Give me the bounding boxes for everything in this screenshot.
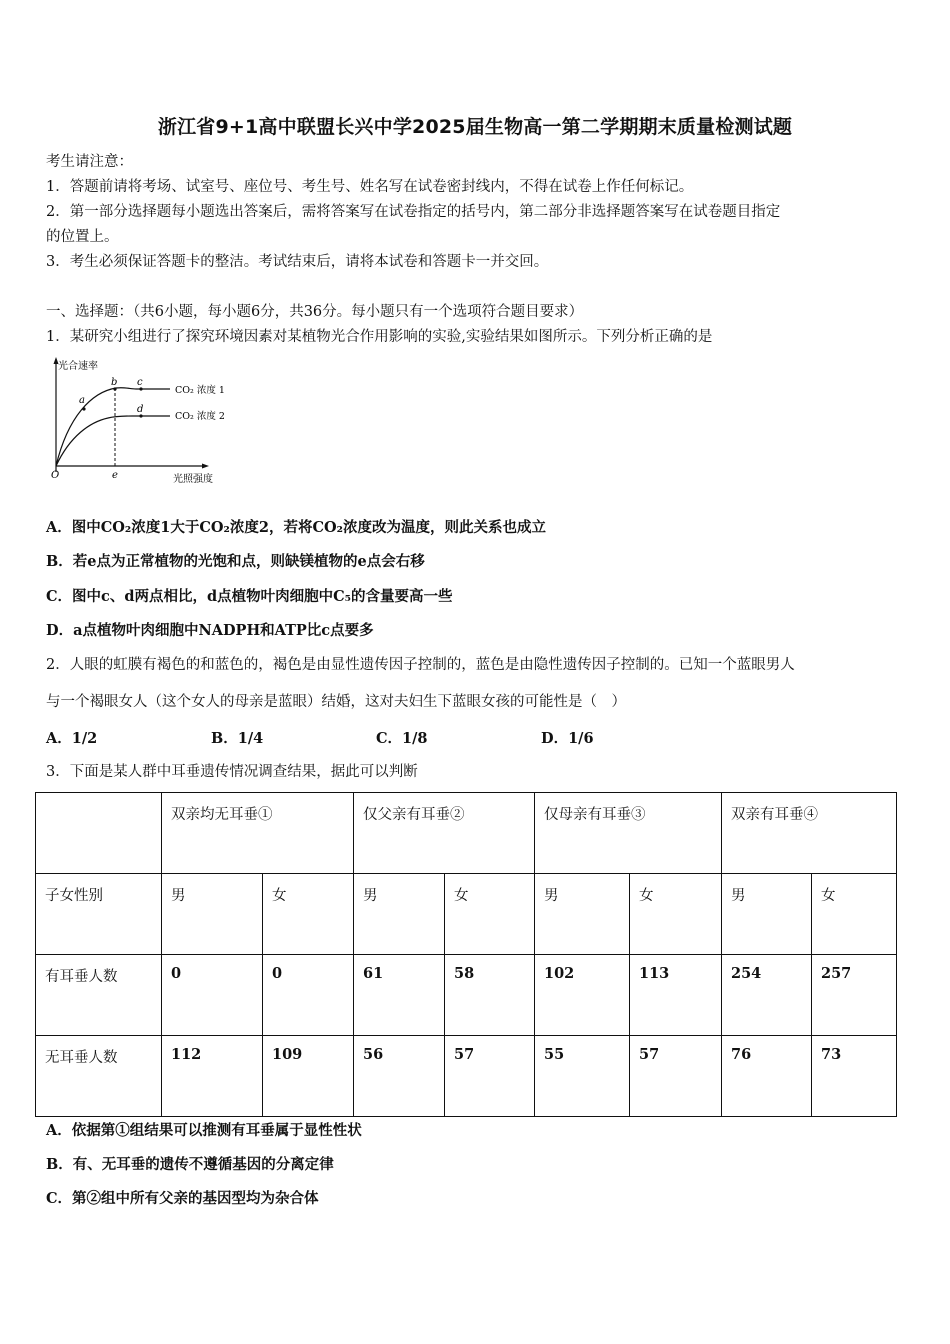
table-cell: 55 <box>535 1036 630 1117</box>
y-axis-label: 光合速率 <box>58 361 98 372</box>
table-cell: 73 <box>812 1036 897 1117</box>
question-3-option-a: A．依据第①组结果可以推测有耳垂属于显性性状 <box>46 1122 362 1139</box>
notice-item: 3．考生必须保证答题卡的整洁。考试结束后，请将本试卷和答题卡一并交回。 <box>46 254 549 270</box>
table-cell: 58 <box>445 955 535 1036</box>
table-cell-male: 男 <box>722 874 812 955</box>
question-1-stem: 1．某研究小组进行了探究环境因素对某植物光合作用影响的实验,实验结果如图所示。下列分析正确的是 <box>46 329 713 345</box>
table-row-label: 子女性别 <box>36 874 162 955</box>
question-2-stem-line2: 与一个褐眼女人（这个女人的母亲是蓝眼）结婚，这对夫妇生下蓝眼女孩的可能性是（ ） <box>46 694 626 710</box>
table-cell: 109 <box>263 1036 354 1117</box>
table-cell-female: 女 <box>445 874 535 955</box>
table-group-header: 仅母亲有耳垂③ <box>535 793 722 874</box>
table-row <box>36 1036 897 1117</box>
curve-co2-2 <box>56 416 170 466</box>
question-1-option-c: C．图中c、d两点相比，d点植物叶肉细胞中C₅的含量要高一些 <box>46 588 453 605</box>
table-group-header: 双亲均无耳垂① <box>162 793 354 874</box>
question-1-option-d: D．a点植物叶肉细胞中NADPH和ATP比c点要多 <box>46 622 374 639</box>
table-cell: 102 <box>535 955 630 1036</box>
point-a-label: a <box>79 395 85 406</box>
question-2-choices <box>46 727 594 748</box>
point-a <box>82 407 85 410</box>
question-2-choice-a: A．1/2 <box>46 730 98 747</box>
curve-1-label: CO₂ 浓度 1 <box>175 385 225 396</box>
table-cell: 254 <box>722 955 812 1036</box>
point-c-label: c <box>137 377 143 388</box>
table-cell: 257 <box>812 955 897 1036</box>
curve-2-label: CO₂ 浓度 2 <box>175 411 225 422</box>
question-1-option-b: B．若e点为正常植物的光饱和点，则缺镁植物的e点会右移 <box>46 553 425 570</box>
table-row <box>36 955 897 1036</box>
table-cell-male: 男 <box>162 874 263 955</box>
table-header-row <box>36 793 897 874</box>
table-cell-male: 男 <box>354 874 445 955</box>
table-cell: 61 <box>354 955 445 1036</box>
exam-title: 浙江省9+1高中联盟长兴中学2025届生物高一第二学期期末质量检测试题 <box>157 116 793 138</box>
notice-item: 1．答题前请将考场、试室号、座位号、考生号、姓名写在试卷密封线内，不得在试卷上作任何标记。 <box>46 179 694 195</box>
table-cell-female: 女 <box>630 874 722 955</box>
notice-heading: 考生请注意： <box>46 154 133 170</box>
notice-item: 的位置上。 <box>46 229 119 245</box>
table-group-header: 仅父亲有耳垂② <box>354 793 535 874</box>
table-corner-cell <box>36 793 162 874</box>
table-group-header: 双亲有耳垂④ <box>722 793 897 874</box>
table-cell: 57 <box>445 1036 535 1117</box>
question-2-choice-d: D．1/6 <box>541 730 594 747</box>
table-cell: 56 <box>354 1036 445 1117</box>
question-2-choice-c: C．1/8 <box>376 730 428 747</box>
table-cell: 57 <box>630 1036 722 1117</box>
question-2-stem-line1: 2．人眼的虹膜有褐色的和蓝色的，褐色是由显性遗传因子控制的，蓝色是由隐性遗传因子控制的。已知一个蓝眼男人 <box>46 657 795 673</box>
question-3-option-c: C．第②组中所有父亲的基因型均为杂合体 <box>46 1190 319 1207</box>
question-1-option-a: A．图中CO₂浓度1大于CO₂浓度2，若将CO₂浓度改为温度，则此关系也成立 <box>46 519 546 536</box>
question-2-choice-b: B．1/4 <box>211 730 264 747</box>
origin-label: O <box>51 470 60 481</box>
point-b-label: b <box>111 377 118 388</box>
table-cell: 0 <box>263 955 354 1036</box>
table-cell: 112 <box>162 1036 263 1117</box>
notice-item: 2．第一部分选择题每小题选出答案后，需将答案写在试卷指定的括号内，第二部分非选择题答案写在试卷题目指定 <box>46 204 781 220</box>
photosynthesis-graph <box>44 354 244 489</box>
table-cell-female: 女 <box>812 874 897 955</box>
table-row <box>36 874 897 955</box>
point-e-label: e <box>112 470 118 481</box>
table-cell-female: 女 <box>263 874 354 955</box>
table-cell-male: 男 <box>535 874 630 955</box>
question-3-option-b: B．有、无耳垂的遗传不遵循基因的分离定律 <box>46 1156 334 1173</box>
point-d-label: d <box>137 404 144 415</box>
section-heading: 一、选择题：（共6小题，每小题6分，共36分。每小题只有一个选项符合题目要求） <box>46 304 584 320</box>
x-axis-arrow <box>202 464 209 469</box>
table-row-label: 无耳垂人数 <box>36 1036 162 1117</box>
question-3-stem: 3．下面是某人群中耳垂遗传情况调查结果，据此可以判断 <box>46 764 418 780</box>
earlobe-survey-table <box>35 792 897 1117</box>
table-cell: 113 <box>630 955 722 1036</box>
table-cell: 76 <box>722 1036 812 1117</box>
table-cell: 0 <box>162 955 263 1036</box>
table-row-label: 有耳垂人数 <box>36 955 162 1036</box>
x-axis-label: 光照强度 <box>173 474 213 485</box>
curve-co2-1 <box>56 388 170 466</box>
